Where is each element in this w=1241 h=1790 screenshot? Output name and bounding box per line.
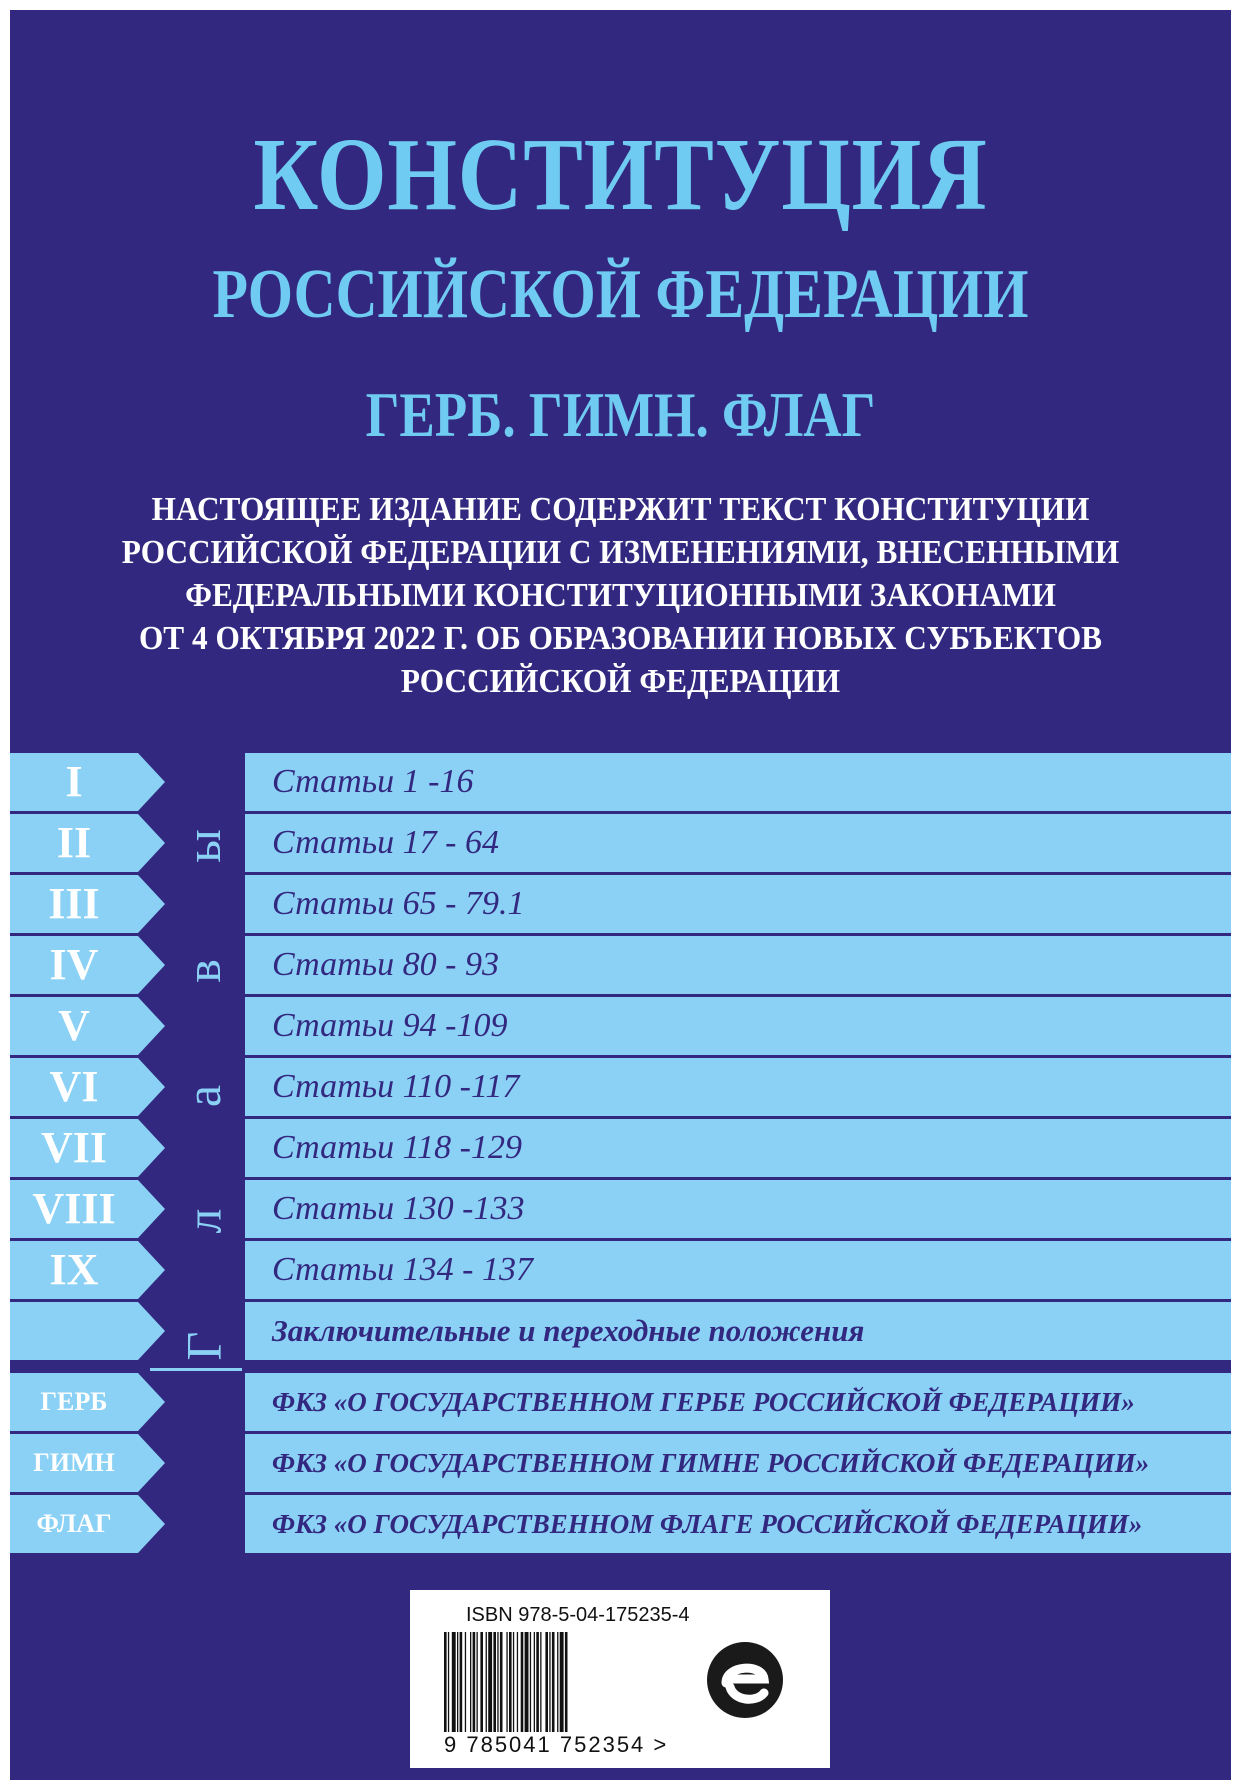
- vertical-label-letter: Г: [175, 1331, 231, 1361]
- barcode-bar: [509, 1632, 512, 1732]
- barcode-bar: [565, 1632, 568, 1732]
- chapter-articles: Статьи 130 -133: [272, 1190, 525, 1227]
- barcode-bar: [470, 1632, 471, 1732]
- vertical-label-letter: в: [174, 959, 231, 983]
- eksmo-logo-icon: [700, 1635, 790, 1725]
- barcode-bar: [552, 1632, 555, 1732]
- book-back-cover: [10, 10, 1231, 1780]
- barcode: [444, 1632, 684, 1742]
- barcode-bar: [521, 1632, 524, 1732]
- isbn-block: [410, 1590, 830, 1768]
- barcode-bar: [549, 1632, 550, 1732]
- barcode-bar: [477, 1632, 478, 1732]
- toc-row-coat-of-arms: [10, 1373, 1231, 1431]
- chapter-number: IX: [49, 1245, 99, 1294]
- chapter-number: V: [58, 1001, 90, 1050]
- chapter-number: VII: [40, 1123, 108, 1172]
- law-title: ФКЗ «О ГОСУДАРСТВЕННОМ ГЕРБЕ РОССИЙСКОЙ ФЕДЕРАЦИИ»: [272, 1387, 1135, 1417]
- barcode-bar: [525, 1632, 529, 1732]
- final-provisions-text: Заключительные и переходные положения: [272, 1313, 865, 1348]
- barcode-bar: [540, 1632, 541, 1732]
- toc-row-chapter-1: [10, 753, 1231, 811]
- chapter-articles: Статьи 94 -109: [272, 1007, 508, 1044]
- barcode-bar: [473, 1632, 476, 1732]
- barcode-bar: [513, 1632, 514, 1732]
- chapter-arrow: [10, 1302, 165, 1360]
- barcode-bar: [444, 1632, 447, 1732]
- chapter-articles: Статьи 1 -16: [272, 763, 474, 800]
- chapter-articles: Статьи 134 - 137: [272, 1251, 533, 1288]
- vertical-label-letter: ы: [175, 829, 231, 863]
- law-title: ФКЗ «О ГОСУДАРСТВЕННОМ ФЛАГЕ РОССИЙСКОЙ ФЕДЕРАЦИИ»: [272, 1509, 1143, 1539]
- chapter-articles: Статьи 65 - 79.1: [272, 885, 525, 922]
- barcode-bar: [500, 1632, 503, 1732]
- barcode-bar: [480, 1632, 483, 1732]
- cover-description: [10, 488, 1231, 703]
- description-line: РОССИЙСКОЙ ФЕДЕРАЦИИ: [400, 663, 841, 700]
- cover-subtitle: РОССИЙСКОЙ ФЕДЕРАЦИИ: [212, 256, 1029, 333]
- barcode-bar: [545, 1632, 548, 1732]
- chapter-articles: Статьи 80 - 93: [272, 946, 499, 983]
- toc-row-flag: [10, 1495, 1231, 1553]
- chapter-number: VIII: [32, 1184, 116, 1233]
- barcode-bar: [452, 1632, 456, 1732]
- law-label: ГИМН: [33, 1448, 115, 1477]
- cover-title: КОНСТИТУЦИЯ: [253, 117, 988, 232]
- barcode-bar: [497, 1632, 498, 1732]
- barcode-bar: [457, 1632, 458, 1732]
- barcode-bar: [465, 1632, 466, 1732]
- chapter-articles: Статьи 17 - 64: [272, 824, 499, 861]
- barcode-bar: [534, 1632, 535, 1732]
- barcode-bar: [517, 1632, 518, 1732]
- chapter-articles: Статьи 118 -129: [272, 1129, 522, 1166]
- chapter-number: III: [48, 879, 100, 928]
- barcode-bar: [530, 1632, 531, 1732]
- barcode-bar: [536, 1632, 539, 1732]
- chapter-number: IV: [49, 940, 99, 989]
- barcode-bar: [493, 1632, 496, 1732]
- description-line: НАСТОЯЩЕЕ ИЗДАНИЕ СОДЕРЖИТ ТЕКСТ КОНСТИТУЦИИ: [151, 491, 1090, 528]
- barcode-bar: [488, 1632, 492, 1732]
- chapter-articles: Статьи 110 -117: [272, 1068, 520, 1105]
- description-line: ОТ 4 ОКТЯБРЯ 2022 Г. ОБ ОБРАЗОВАНИИ НОВЫХ СУБЪЕКТОВ: [138, 620, 1103, 657]
- barcode-bar: [557, 1632, 558, 1732]
- barcode-bar: [560, 1632, 564, 1732]
- chapter-number: VI: [49, 1062, 99, 1111]
- vertical-label-letter: а: [174, 1084, 231, 1108]
- isbn-number: ISBN 978-5-04-175235-4: [466, 1604, 690, 1626]
- barcode-bar: [486, 1632, 487, 1732]
- toc-row-anthem: [10, 1434, 1231, 1492]
- law-label: ФЛАГ: [36, 1509, 112, 1538]
- law-label: ГЕРБ: [40, 1387, 108, 1416]
- barcode-bar: [506, 1632, 507, 1732]
- table-of-contents: [10, 753, 1231, 1555]
- chapter-number: I: [65, 757, 83, 806]
- vertical-label-letter: л: [174, 1208, 231, 1234]
- law-title: ФКЗ «О ГОСУДАРСТВЕННОМ ГИМНЕ РОССИЙСКОЙ ФЕДЕРАЦИИ»: [272, 1448, 1150, 1478]
- description-line: РОССИЙСКОЙ ФЕДЕРАЦИИ С ИЗМЕНЕНИЯМИ, ВНЕСЕННЫМИ: [121, 534, 1120, 571]
- chapters-vertical-label: [164, 811, 242, 1381]
- description-line: ФЕДЕРАЛЬНЫМИ КОНСТИТУЦИОННЫМИ ЗАКОНАМИ: [185, 577, 1056, 614]
- barcode-digits: 9 785041 752354 >: [444, 1732, 669, 1757]
- cover-subtitle-2: ГЕРБ. ГИМН. ФЛАГ: [365, 379, 876, 450]
- barcode-bar: [460, 1632, 463, 1732]
- barcode-bar: [448, 1632, 449, 1732]
- chapter-number: II: [56, 818, 92, 867]
